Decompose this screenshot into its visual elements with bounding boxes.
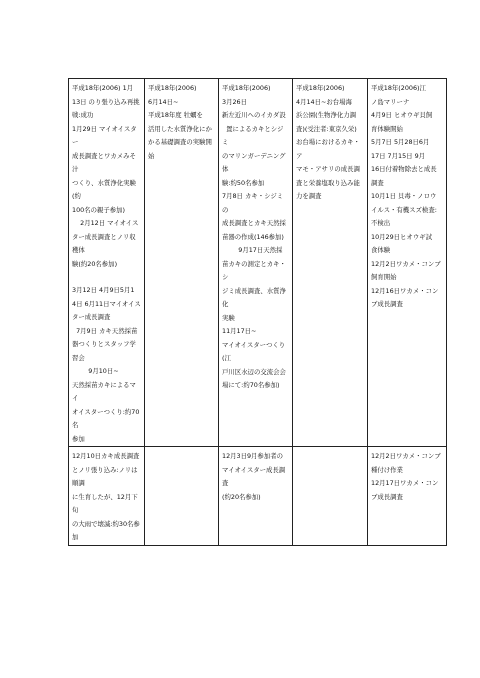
cell-r0-c1 (145, 79, 219, 447)
cell-text-line: 10月1日 貝毒・ノロウ (371, 192, 437, 200)
cell-text-line: 飼育開始 (371, 273, 397, 281)
cell-text-line: 不検出 (371, 219, 391, 227)
cell-text-line: 平成18年(2006)江 (371, 84, 426, 92)
cell-r1-c2 (219, 447, 293, 546)
cell-text-line: イルス・有機スズ検査: (371, 205, 437, 214)
cell-text-line: 査)(受注者:東京久栄) (296, 124, 357, 133)
cell-text-line: 平成18年(2006) (296, 84, 345, 92)
cell-text-line: に生育したが、12月下旬 (72, 492, 138, 514)
cell-text-line: 戸川区水辺の交流会会 (222, 367, 286, 376)
cell-text-line: とノリ張り込み:ノリは順調 (72, 465, 138, 487)
cell-text-line: 4月9日 ヒオウギ貝飼 (371, 111, 433, 119)
cell-text-line: 6月14日~ (148, 97, 179, 106)
cell-text-line: 験(約20名参加) (72, 259, 118, 268)
blank-line (72, 271, 141, 284)
cell-text-line: 4月14日~お台場海 (296, 97, 352, 106)
cell-text-line: ター成長調査とノリ収穫体 (72, 232, 136, 254)
cell-text-line: ジミ成長調査、水質浄化 (222, 286, 286, 308)
cell-text-line: 置によるカキとシジミ (222, 124, 284, 146)
activity-table (68, 78, 447, 546)
cell-text-line: 平成18年(2006) 1月 (72, 84, 134, 92)
table-row (69, 79, 447, 447)
cell-text-line: 験:約50名参加 (222, 178, 265, 187)
cell-r0-c4 (368, 79, 447, 447)
cell-text-line: ブ成長調査 (371, 492, 403, 501)
cell-text-line: 戦:成功 (72, 111, 94, 119)
cell-text-line: 9月10日~ (72, 367, 119, 375)
cell-text-line: つくり、水質浄化実験(約 (72, 178, 136, 200)
cell-text-line: 12月10日カキ成長調査 (72, 452, 140, 460)
cell-text-line: 平成18年度 牡蠣を (148, 111, 203, 119)
cell-text-line: 12月2日ワカメ・コンブ (371, 452, 441, 460)
cell-text-line: オイスターつくり:約70名 (72, 407, 140, 429)
cell-text-line: お台場におけるカキ・ア (296, 138, 360, 160)
cell-text-line: 12月2日ワカメ・コンブ (371, 259, 441, 268)
cell-text-line: マモ・アサリの成長調 (296, 165, 360, 173)
cell-text-line: 12月16日ワカメ・コン (371, 286, 439, 295)
cell-text-line: の大雨で壊滅:約30名参 (72, 519, 140, 528)
cell-text-line: 11月17日~ (222, 327, 257, 335)
cell-text-line: 9月17日天然採 (222, 246, 283, 254)
cell-text-line: 平成18年(2006) (148, 84, 197, 92)
cell-text-line: 調査 (371, 178, 384, 187)
cell-text-line: 4日 6月11日マイオイス (72, 299, 141, 308)
cell-text-line: 苗器の作成(146参加) (222, 232, 284, 241)
cell-text-line: のマリンガーデニング体 (222, 151, 286, 173)
cell-text-line: 活用した水質浄化にか (148, 124, 212, 133)
cell-text-line: 場にて:約70名参加) (222, 381, 280, 389)
cell-r1-c3 (293, 447, 368, 546)
cell-text-line: 育体験開始 (371, 124, 403, 133)
cell-text-line: 天然採苗カキによるマイ (72, 380, 136, 402)
cell-text-line: 器つくりとスタッフ学習会 (72, 340, 136, 362)
cell-text-line: 新左近川へのイカダ設 (222, 111, 286, 119)
cell-text-line: 1月29日 マイオイスター (72, 124, 137, 146)
cell-text-line: 12月3日9月参加者の (222, 452, 283, 460)
cell-text-line: 種付け作業 (371, 465, 403, 474)
cell-text-line: マイオイスターつくり(江 (222, 340, 286, 362)
cell-text-line: マイオイスター成長調査 (222, 465, 286, 487)
cell-text-line: 成長調査とカキ天然採 (222, 219, 286, 227)
cell-r0-c3 (293, 79, 368, 447)
cell-text-line: 100名の親子参加) (72, 205, 126, 214)
cell-text-line: 平成18年(2006) (222, 84, 271, 92)
cell-r0-c0 (69, 79, 145, 447)
cell-text-line: 食体験 (371, 246, 391, 254)
cell-r1-c4 (368, 447, 447, 546)
cell-text-line: かる基礎調査の実験開 (148, 138, 212, 146)
cell-text-line: 力を調査 (296, 192, 322, 200)
cell-r1-c0 (69, 447, 145, 546)
table-row (69, 447, 447, 546)
cell-text-line: 始 (148, 151, 155, 160)
cell-text-line: 実験 (222, 313, 235, 322)
cell-text-line: 加 (72, 533, 79, 541)
cell-text-line: 12月17日ワカメ・コン (371, 479, 439, 487)
cell-text-line: 浜公園(生物浄化力調 (296, 111, 357, 119)
cell-text-line: 2月12日 マイオイス (72, 219, 139, 227)
cell-text-line: 5月7日 5月28日6月 (371, 138, 430, 146)
cell-text-line: 13日 のり張り込み再挑 (72, 97, 140, 106)
cell-r1-c1 (145, 447, 219, 546)
cell-text-line: 苗カキの測定とカキ・シ (222, 259, 286, 281)
cell-text-line: ノ島マリーナ (371, 97, 410, 106)
cell-text-line: 成長調査とワカメみそ汁 (72, 151, 136, 173)
cell-text-line: ター成長調査 (72, 313, 111, 321)
cell-text-line: ブ成長調査 (371, 300, 403, 308)
cell-text-line: 17日 7月15日 9月 (371, 151, 426, 160)
cell-text-line: 3月26日 (222, 97, 247, 106)
cell-text-line: 7月9日 カキ天然採苗 (72, 326, 138, 335)
cell-text-line: 7月8日 カキ・シジミの (222, 192, 284, 214)
cell-text-line: 3月12日 4月9日5月1 (72, 286, 135, 294)
cell-text-line: 参加 (72, 434, 85, 443)
cell-text-line: 査と栄養塩取り込み能 (296, 178, 360, 187)
cell-r0-c2 (219, 79, 293, 447)
cell-text-line: (約20名参加) (222, 492, 261, 501)
cell-text-line: 16日付着物除去と成長 (371, 165, 437, 173)
cell-text-line: 10月29日ヒオウギ試 (371, 232, 432, 241)
